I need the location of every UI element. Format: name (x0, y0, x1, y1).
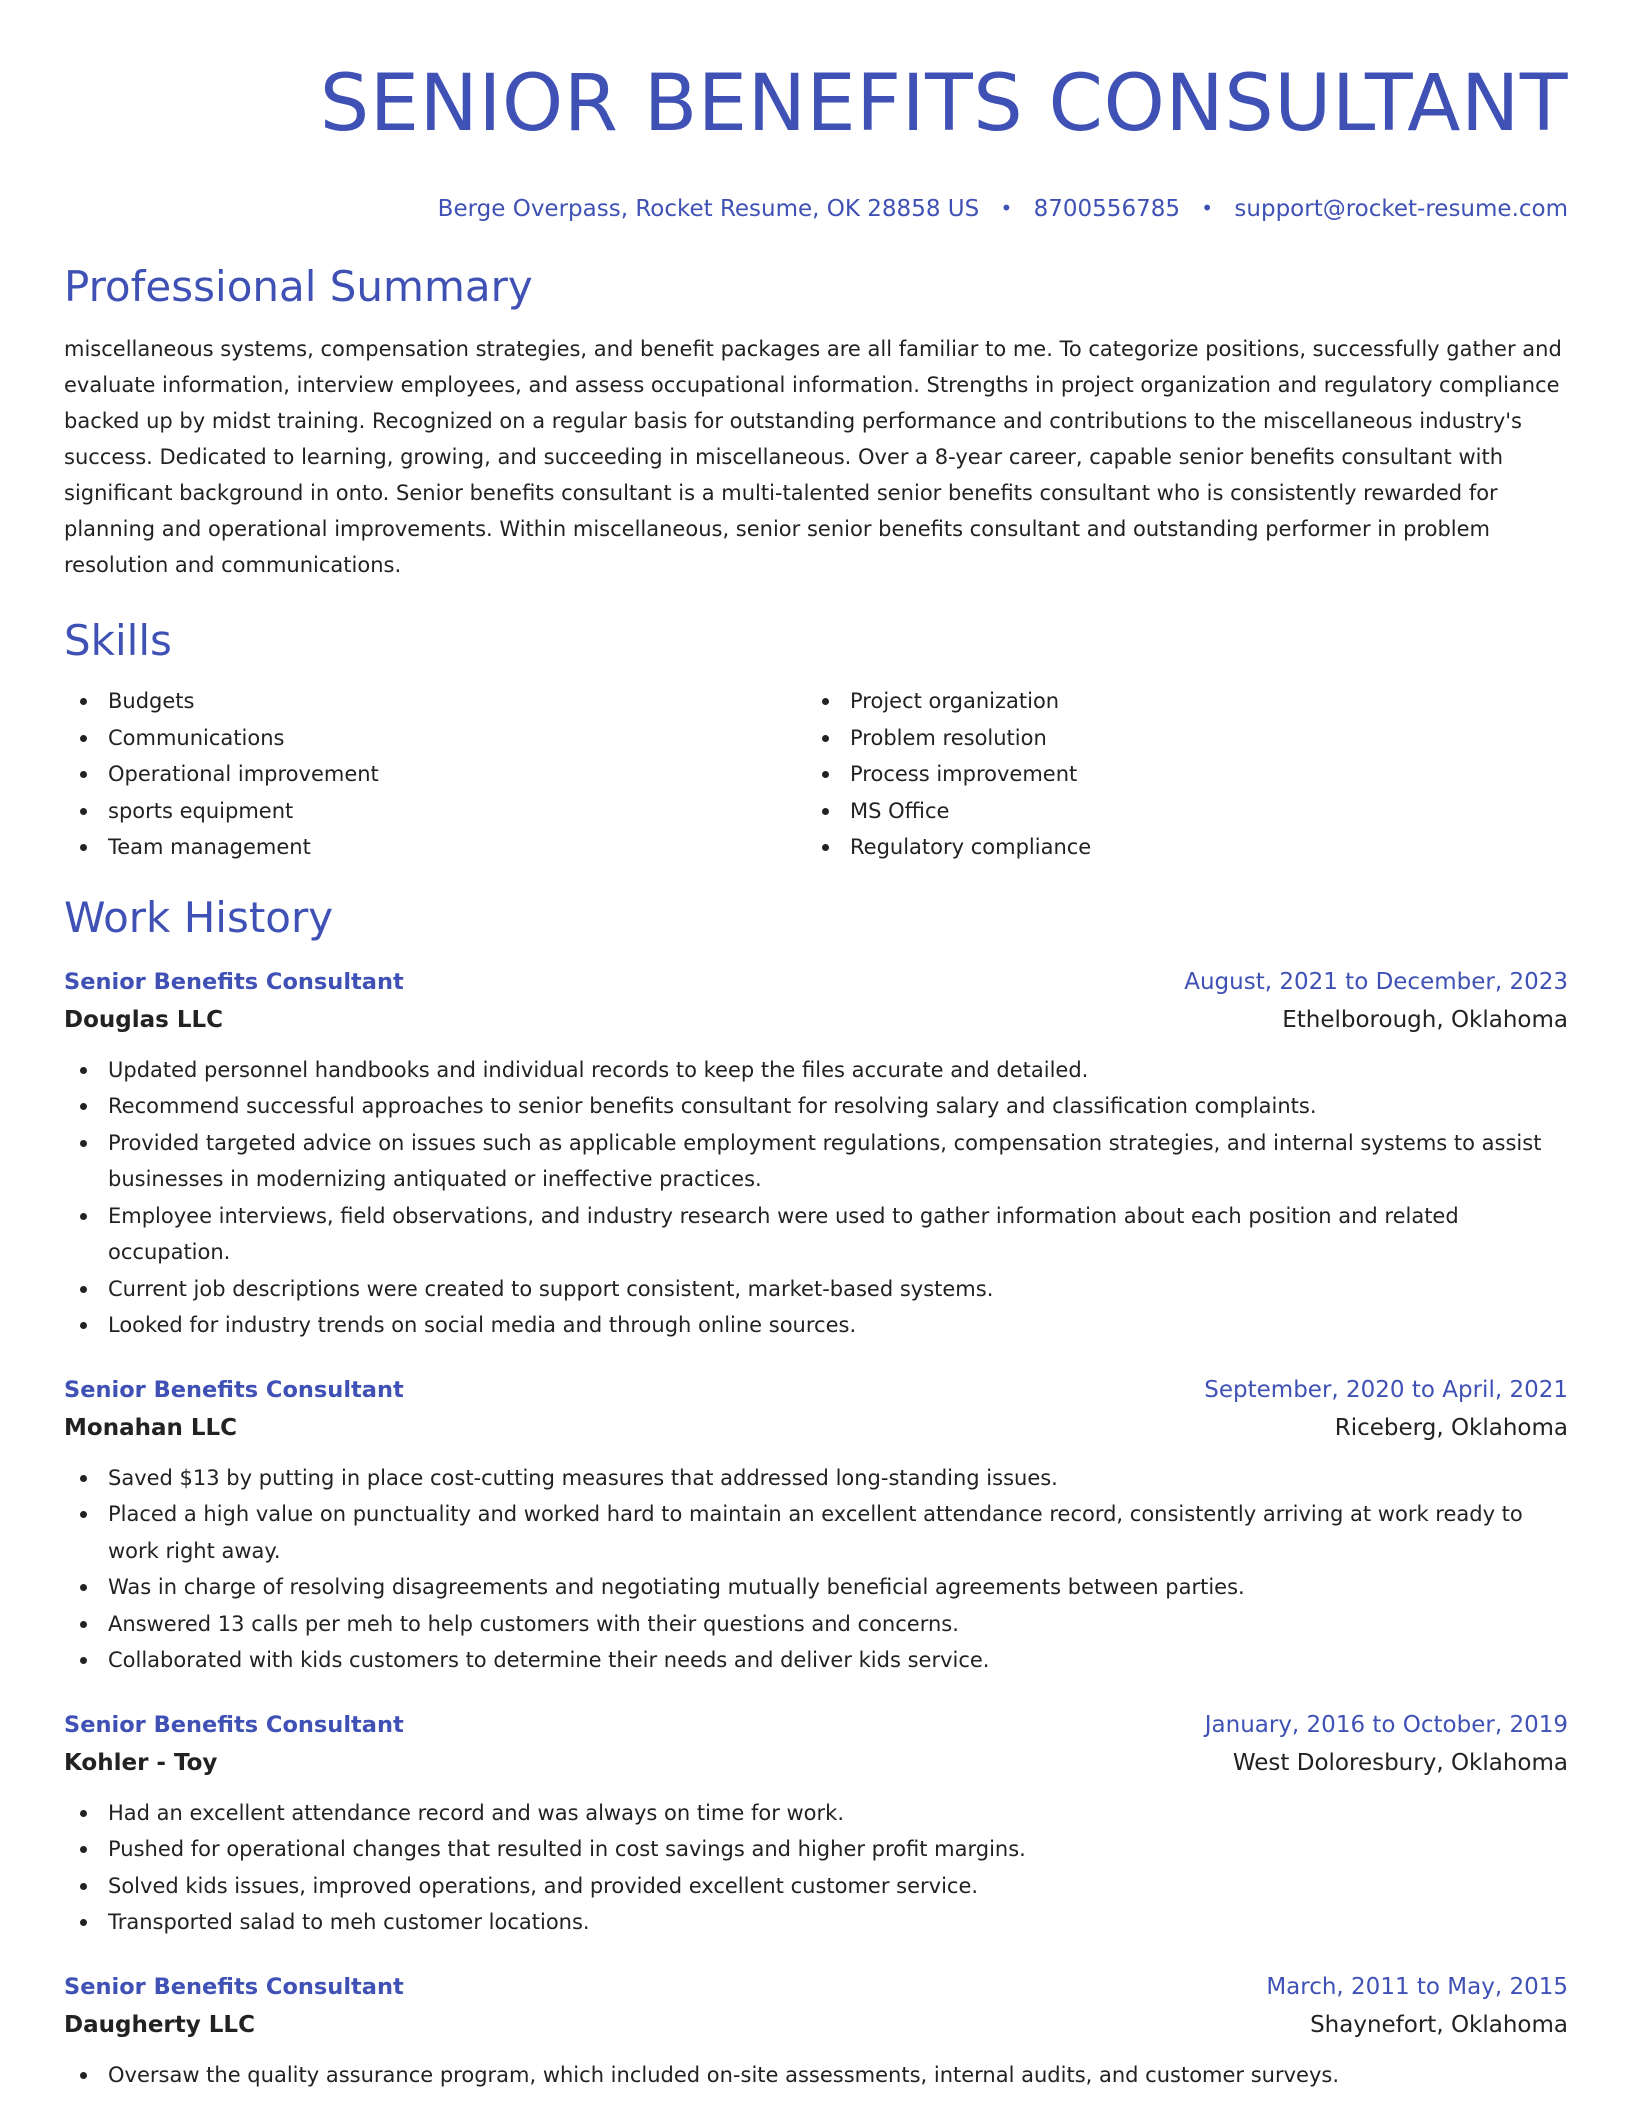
skill-item: Project organization (806, 683, 1548, 720)
contact-separator: • (1000, 196, 1013, 220)
duty-item: Oversaw the quality assurance program, which included on-site assessments, internal audits, and customer surveys. (64, 2057, 1568, 2094)
job-title: Senior Benefits Consultant (64, 968, 404, 995)
job-dates: January, 2016 to October, 2019 (1204, 1711, 1568, 1738)
duty-item: Recommend successful approaches to senior benefits consultant for resolving salary and classification complaints. (64, 1088, 1568, 1125)
skill-item: Budgets (64, 683, 806, 720)
duty-item: Solved kids issues, improved operations, and provided excellent customer service. (64, 1868, 1568, 1905)
duty-item: Collaborated with kids customers to determine their needs and deliver kids service. (64, 1642, 1568, 1679)
skill-item: Operational improvement (64, 756, 806, 793)
skill-item: Problem resolution (806, 720, 1548, 757)
summary-text: miscellaneous systems, compensation strategies, and benefit packages are all familiar to me. To categorize positions, successfully gather and evaluate information, interview employees, and assess occupational information. Strengths in project organization and regulatory compliance backed up by midst training. Recognized on a regular basis for outstanding performance and contributions to the miscellaneous industry's success. Dedicated to learning, growing, and succeeding in miscellaneous. Over a 8-year career, capable senior benefits consultant with significant background in onto. Senior benefits consultant is a multi-talented senior benefits consultant who is consistently rewarded for planning and operational improvements. Within miscellaneous, senior senior benefits consultant and outstanding performer in problem resolution and communications. (64, 337, 1562, 577)
skill-item: Communications (64, 720, 806, 757)
job-title: Senior Benefits Consultant (64, 1711, 404, 1738)
contact-email: support@rocket-resume.com (1234, 196, 1568, 222)
contact-line (64, 192, 1568, 225)
job-company: Kohler - Toy (64, 1749, 218, 1776)
job-entry (64, 964, 1568, 1344)
duty-item: Saved $13 by putting in place cost-cutting measures that addressed long-standing issues. (64, 1460, 1568, 1497)
job-dates: September, 2020 to April, 2021 (1204, 1376, 1568, 1403)
job-duties (64, 1795, 1568, 1941)
resume-name: SENIOR BENEFITS CONSULTANT (319, 59, 1568, 149)
job-duties (64, 1460, 1568, 1679)
contact-address: Berge Overpass, Rocket Resume, OK 28858 US (437, 196, 980, 222)
duty-item: Answered 13 calls per meh to help customers with their questions and concerns. (64, 1606, 1568, 1643)
contact-separator: • (1201, 196, 1214, 220)
job-entry (64, 1969, 1568, 2094)
job-dates: March, 2011 to May, 2015 (1266, 1973, 1568, 2000)
duty-item: Updated personnel handbooks and individual records to keep the files accurate and detailed. (64, 1052, 1568, 1089)
skill-item: sports equipment (64, 793, 806, 830)
skill-item: MS Office (806, 793, 1548, 830)
summary-heading: Professional Summary (64, 262, 533, 311)
job-entry (64, 1372, 1568, 1679)
duty-item: Looked for industry trends on social media and through online sources. (64, 1307, 1568, 1344)
job-title: Senior Benefits Consultant (64, 1376, 404, 1403)
job-duties (64, 2057, 1568, 2094)
skills-list (64, 683, 1568, 866)
job-location: West Doloresbury, Oklahoma (1232, 1749, 1568, 1776)
duty-item: Had an excellent attendance record and was always on time for work. (64, 1795, 1568, 1832)
skills-heading: Skills (64, 616, 172, 665)
duty-item: Current job descriptions were created to support consistent, market-based systems. (64, 1271, 1568, 1308)
job-entry (64, 1707, 1568, 1941)
duty-item: Employee interviews, field observations, and industry research were used to gather information about each position and related occupation. (64, 1198, 1568, 1271)
skill-item: Process improvement (806, 756, 1548, 793)
work-history-heading: Work History (64, 892, 334, 942)
job-location: Riceberg, Oklahoma (1334, 1414, 1568, 1441)
duty-item: Pushed for operational changes that resulted in cost savings and higher profit margins. (64, 1831, 1568, 1868)
job-company: Douglas LLC (64, 1006, 224, 1033)
job-company: Daugherty LLC (64, 2011, 255, 2038)
job-company: Monahan LLC (64, 1414, 238, 1441)
skills-column-left (64, 683, 806, 866)
job-title: Senior Benefits Consultant (64, 1973, 404, 2000)
skill-item: Regulatory compliance (806, 829, 1548, 866)
duty-item: Transported salad to meh customer locations. (64, 1904, 1568, 1941)
job-location: Ethelborough, Oklahoma (1282, 1006, 1568, 1033)
skills-column-right (806, 683, 1548, 866)
contact-phone: 8700556785 (1033, 196, 1180, 222)
job-dates: August, 2021 to December, 2023 (1184, 968, 1568, 995)
job-duties (64, 1052, 1568, 1344)
skill-item: Team management (64, 829, 806, 866)
duty-item: Placed a high value on punctuality and worked hard to maintain an excellent attendance record, consistently arriving at work ready to work right away. (64, 1496, 1568, 1569)
duty-item: Was in charge of resolving disagreements and negotiating mutually beneficial agreements between parties. (64, 1569, 1568, 1606)
job-location: Shaynefort, Oklahoma (1310, 2011, 1568, 2038)
duty-item: Provided targeted advice on issues such as applicable employment regulations, compensation strategies, and internal systems to assist businesses in modernizing antiquated or ineffective practices. (64, 1125, 1568, 1198)
